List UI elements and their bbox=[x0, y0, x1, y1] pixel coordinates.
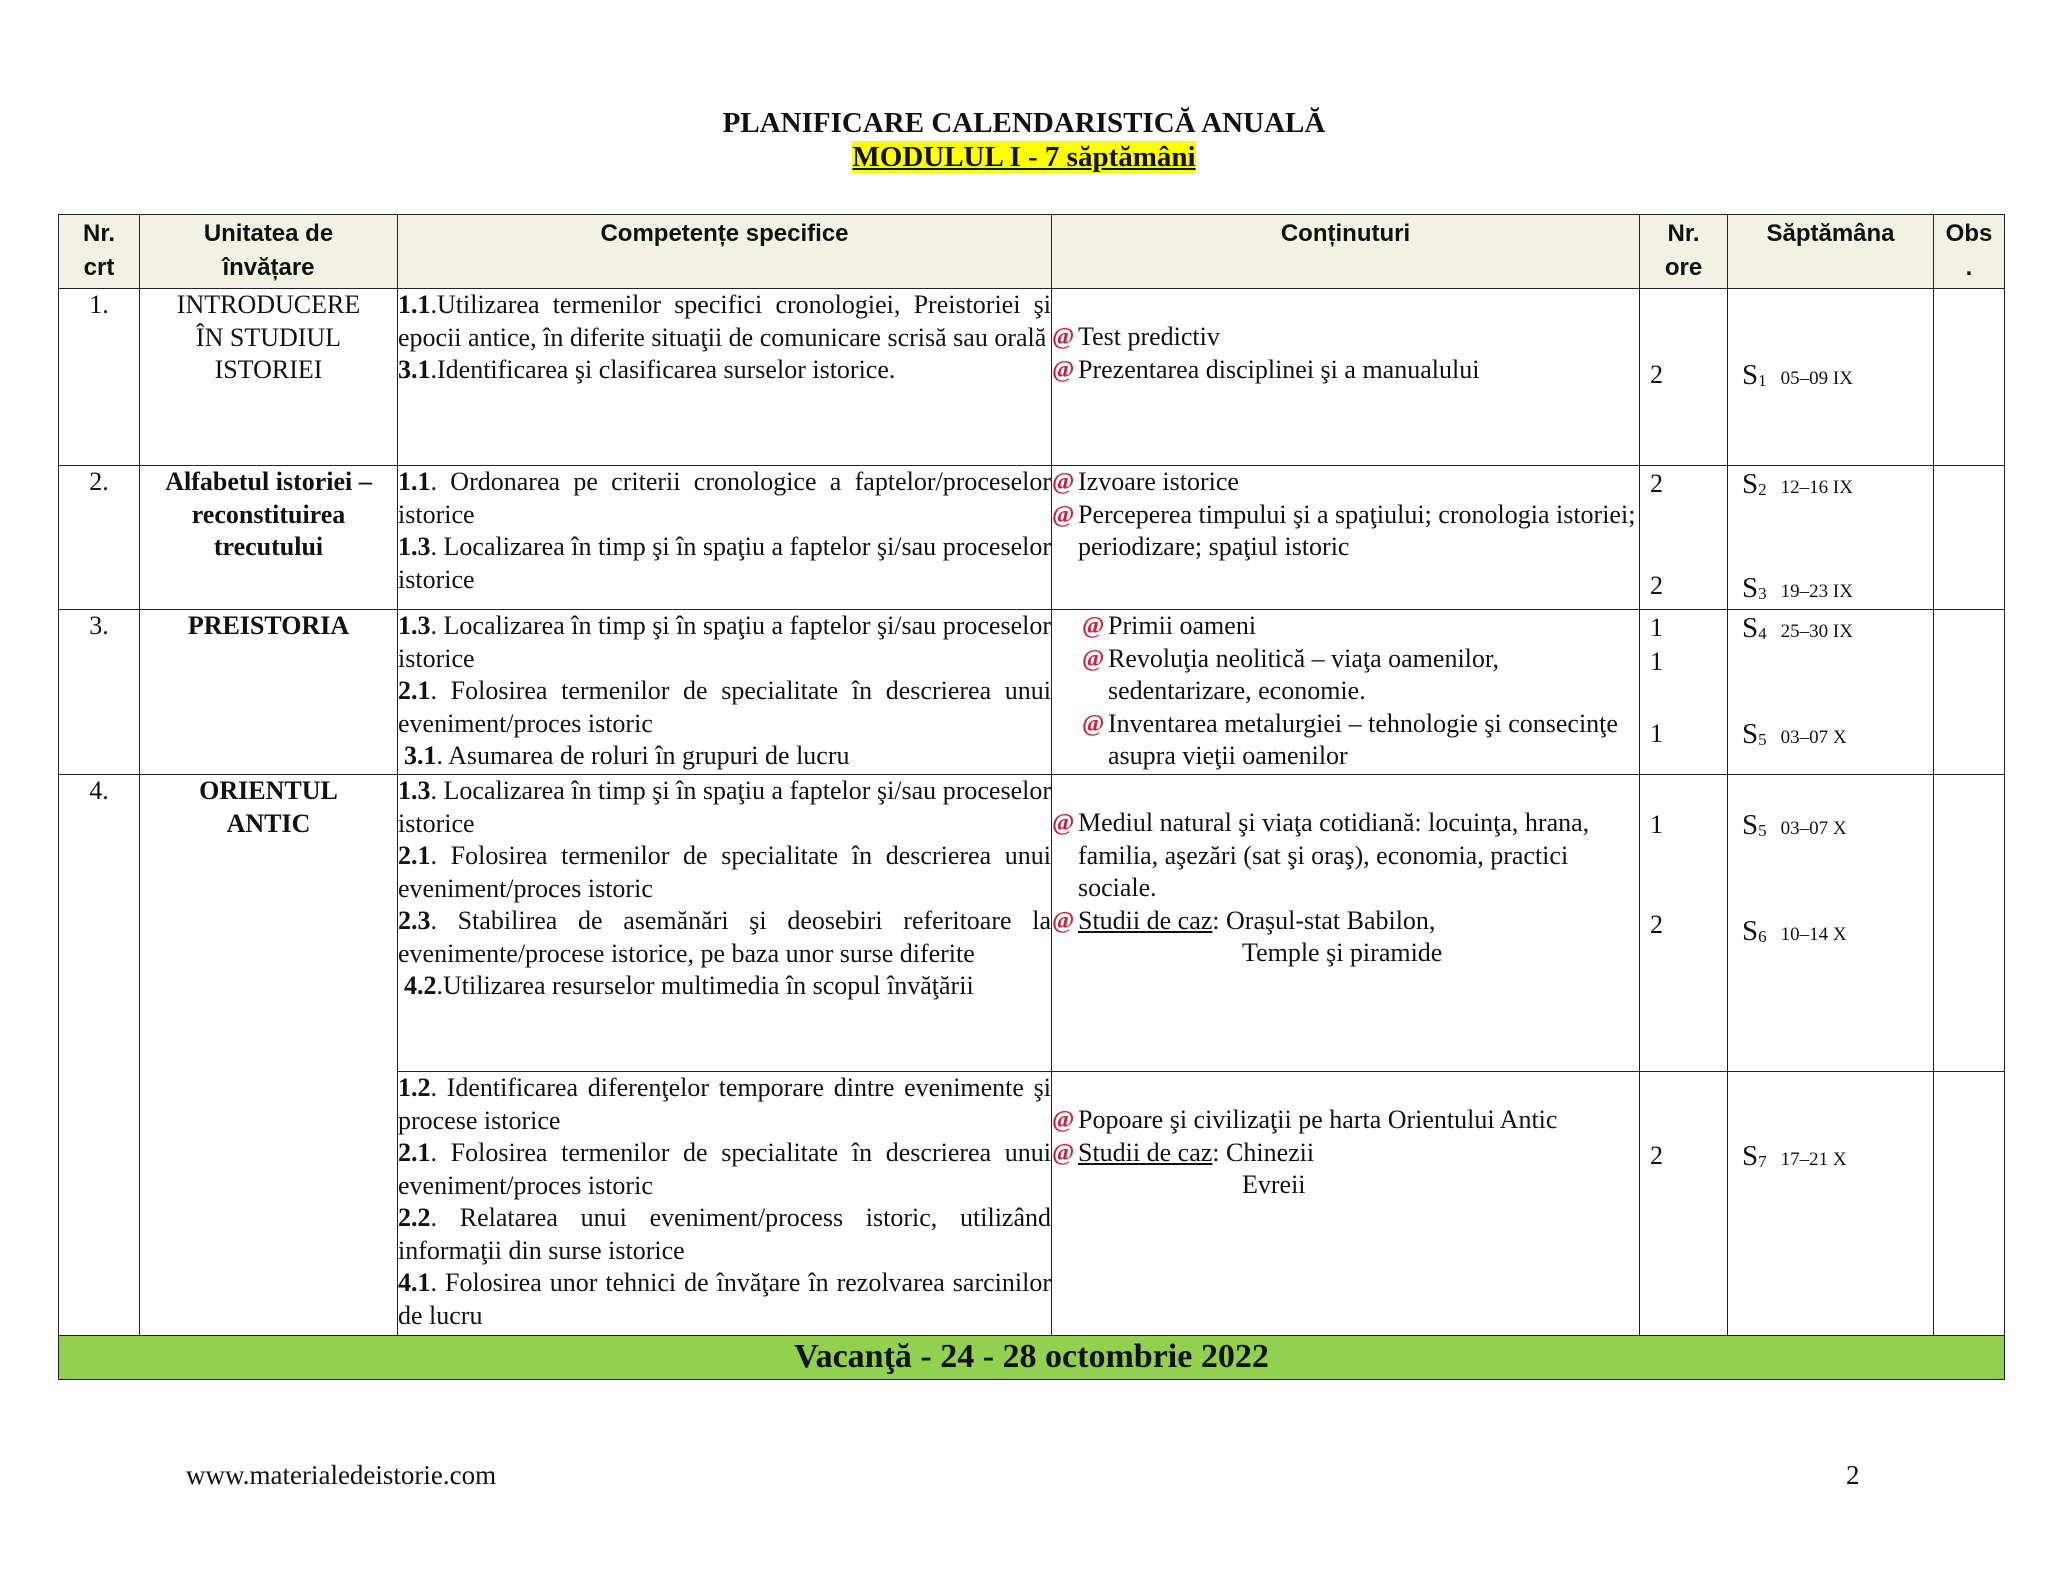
header-contents: Conținuturi bbox=[1052, 215, 1640, 289]
competence-item: 2.1. Folosirea termenilor de specialitate în descrierea unui eveniment/proces istoric bbox=[398, 676, 1051, 738]
table-row bbox=[59, 775, 2005, 1072]
competence-item: 1.3. Localizarea în timp şi în spaţiu a faptelor şi/sau proceselor istorice bbox=[398, 532, 1051, 594]
content-item: @ Revoluţia neolitică – viaţa oamenilor, sedentarizare, economie. bbox=[1082, 643, 1500, 705]
row-number: 2. bbox=[59, 466, 140, 610]
page-number: 2 bbox=[1846, 1460, 1860, 1490]
table-row bbox=[59, 466, 2005, 610]
spiral-bullet-icon: @ bbox=[1052, 1139, 1075, 1166]
competences-cell bbox=[398, 1072, 1052, 1336]
spiral-bullet-icon: @ bbox=[1052, 501, 1075, 528]
content-item: @ Prezentarea disciplinei şi a manualului bbox=[1052, 354, 1639, 387]
content-item: @ Perceperea timpului şi a spaţiului; cronologia istoriei; periodizare; spaţiul istoric bbox=[1052, 499, 1636, 561]
unit-title: PREISTORIA bbox=[140, 610, 398, 775]
content-item: @ Test predictiv bbox=[1052, 321, 1639, 354]
spiral-bullet-icon: @ bbox=[1052, 810, 1075, 836]
unit-title: Alfabetul istoriei – reconstituirea trecutului bbox=[140, 466, 398, 610]
unit-title: ORIENTUL ANTIC bbox=[140, 775, 398, 1336]
contents-cell bbox=[1052, 289, 1640, 466]
hours-cell: 2 bbox=[1640, 1072, 1728, 1336]
week-label: $S_3$ 19–23 IX bbox=[1742, 572, 1853, 604]
content-item: @ Mediul natural şi viaţa cotidiană: locuinţa, hrana, familia, aşezări (sat şi oraş), economia, practici sociale. bbox=[1052, 808, 1590, 902]
competence-item: 2.3. Stabilirea de asemănări şi deosebiri referitoare la evenimente/procese istorice, pe baza unor surse diferite bbox=[398, 906, 1051, 968]
hours-cell: 1 1 1 bbox=[1640, 610, 1728, 775]
obs-cell bbox=[1934, 466, 2005, 610]
competence-item: 4.1. Folosirea unor tehnici de învăţare în rezolvarea sarcinilor de lucru bbox=[398, 1268, 1051, 1330]
case-study-item: @ Studii de caz: Oraşul-stat Babilon, Temple şi piramide bbox=[1052, 905, 1443, 967]
week-label: $S_5$ 03–07 X bbox=[1742, 809, 1847, 841]
header-obs: Obs . bbox=[1934, 215, 2005, 289]
competences-cell bbox=[398, 466, 1052, 610]
competence-item: 1.1. Ordonarea pe criterii cronologice a faptelor/proceselor istorice bbox=[398, 467, 1051, 529]
case-study-item: @ Studii de caz: Chinezii Evreii bbox=[1052, 1137, 1315, 1199]
competence-item: 3.1.Identificarea şi clasificarea surselor istorice. bbox=[398, 355, 896, 384]
competences-cell bbox=[398, 289, 1052, 466]
header-competences: Competențe specifice bbox=[398, 215, 1052, 289]
week-cell bbox=[1728, 466, 1934, 610]
obs-cell bbox=[1934, 289, 2005, 466]
competence-item: 3.1. Asumarea de roluri în grupuri de lucru bbox=[404, 741, 850, 770]
page-header bbox=[0, 106, 2048, 174]
competence-item: 1.2. Identificarea diferenţelor temporare dintre evenimente şi procese istorice bbox=[398, 1073, 1051, 1135]
contents-cell bbox=[1052, 610, 1640, 775]
obs-cell bbox=[1934, 775, 2005, 1072]
vacation-banner: Vacanţă - 24 - 28 octombrie 2022 bbox=[59, 1336, 2005, 1380]
header-hours: Nr. ore bbox=[1640, 215, 1728, 289]
spiral-bullet-icon: @ bbox=[1052, 356, 1075, 383]
week-label: $S_6$ 10–14 X bbox=[1742, 915, 1847, 947]
contents-cell bbox=[1052, 1072, 1640, 1336]
spiral-bullet-icon: @ bbox=[1082, 613, 1105, 639]
week-cell bbox=[1728, 775, 1934, 1072]
hours-cell: 2 bbox=[1640, 289, 1728, 466]
competence-item: 2.2. Relatarea unui eveniment/process istoric, utilizând informaţii din surse istorice bbox=[398, 1203, 1051, 1265]
row-number: 1. bbox=[59, 289, 140, 466]
week-label: $S_4$ 25–30 IX bbox=[1742, 612, 1853, 644]
header-unit: Unitatea de învățare bbox=[140, 215, 398, 289]
week-cell bbox=[1728, 1072, 1934, 1336]
competences-cell bbox=[398, 610, 1052, 775]
contents-cell bbox=[1052, 466, 1640, 610]
competence-item: 1.3. Localizarea în timp şi în spaţiu a faptelor şi/sau proceselor istorice bbox=[398, 611, 1051, 673]
spiral-bullet-icon: @ bbox=[1052, 1107, 1075, 1133]
unit-title: INTRODUCERE ÎN STUDIUL ISTORIEI bbox=[140, 289, 398, 466]
spiral-bullet-icon: @ bbox=[1052, 469, 1075, 495]
table-row bbox=[59, 289, 2005, 466]
content-item: @ Inventarea metalurgiei – tehnologie şi consecinţe asupra vieţii oamenilor bbox=[1082, 708, 1618, 770]
spiral-bullet-icon: @ bbox=[1052, 907, 1075, 934]
competences-cell bbox=[398, 775, 1052, 1072]
week-label: $S_5$ 03–07 X bbox=[1742, 718, 1847, 750]
week-label: $S_7$ 17–21 X bbox=[1742, 1140, 1847, 1172]
week-label: $S_2$ 12–16 IX bbox=[1742, 468, 1853, 500]
week-cell bbox=[1728, 289, 1934, 466]
spiral-bullet-icon: @ bbox=[1082, 645, 1105, 672]
content-item: @ Popoare şi civilizaţii pe harta Orientului Antic bbox=[1052, 1104, 1639, 1137]
competence-item: 2.1. Folosirea termenilor de specialitate în descrierea unui eveniment/proces istoric bbox=[398, 1138, 1051, 1200]
week-cell bbox=[1728, 610, 1934, 775]
competence-item: 2.1. Folosirea termenilor de specialitate în descrierea unui eveniment/proces istoric bbox=[398, 841, 1051, 903]
module-subtitle: MODULUL I - 7 săptămâni bbox=[852, 141, 1196, 173]
spiral-bullet-icon: @ bbox=[1082, 710, 1105, 737]
obs-cell bbox=[1934, 610, 2005, 775]
contents-cell bbox=[1052, 775, 1640, 1072]
week-label: $S_1$ 05–09 IX bbox=[1742, 359, 1853, 391]
spiral-bullet-icon: @ bbox=[1052, 324, 1075, 350]
competence-item: 1.3. Localizarea în timp şi în spaţiu a faptelor şi/sau proceselor istorice bbox=[398, 776, 1051, 838]
hours-cell: 1 2 bbox=[1640, 775, 1728, 1072]
competence-item: 1.1.Utilizarea termenilor specifici cronologiei, Preistoriei şi epocii antice, în diferite situaţii de comunicare scrisă sau orală bbox=[398, 290, 1051, 352]
page-title: PLANIFICARE CALENDARISTICĂ ANUALĂ bbox=[722, 107, 1326, 139]
header-week: Săptămâna bbox=[1728, 215, 1934, 289]
obs-cell bbox=[1934, 1072, 2005, 1336]
vacation-row bbox=[59, 1336, 2005, 1380]
planning-table bbox=[58, 214, 2005, 1380]
header-nr-crt: Nr. crt bbox=[59, 215, 140, 289]
content-item: @ Izvoare istorice bbox=[1052, 466, 1639, 499]
content-item: @ Primii oameni bbox=[1052, 610, 1639, 643]
row-number: 3. bbox=[59, 610, 140, 775]
row-number: 4. bbox=[59, 775, 140, 1336]
footer-website: www.materialedeistorie.com bbox=[186, 1460, 497, 1490]
competence-item: 4.2.Utilizarea resurselor multimedia în scopul învăţării bbox=[404, 971, 974, 1000]
hours-cell: 2 2 bbox=[1640, 466, 1728, 610]
table-header-row bbox=[59, 215, 2005, 289]
table-row bbox=[59, 610, 2005, 775]
